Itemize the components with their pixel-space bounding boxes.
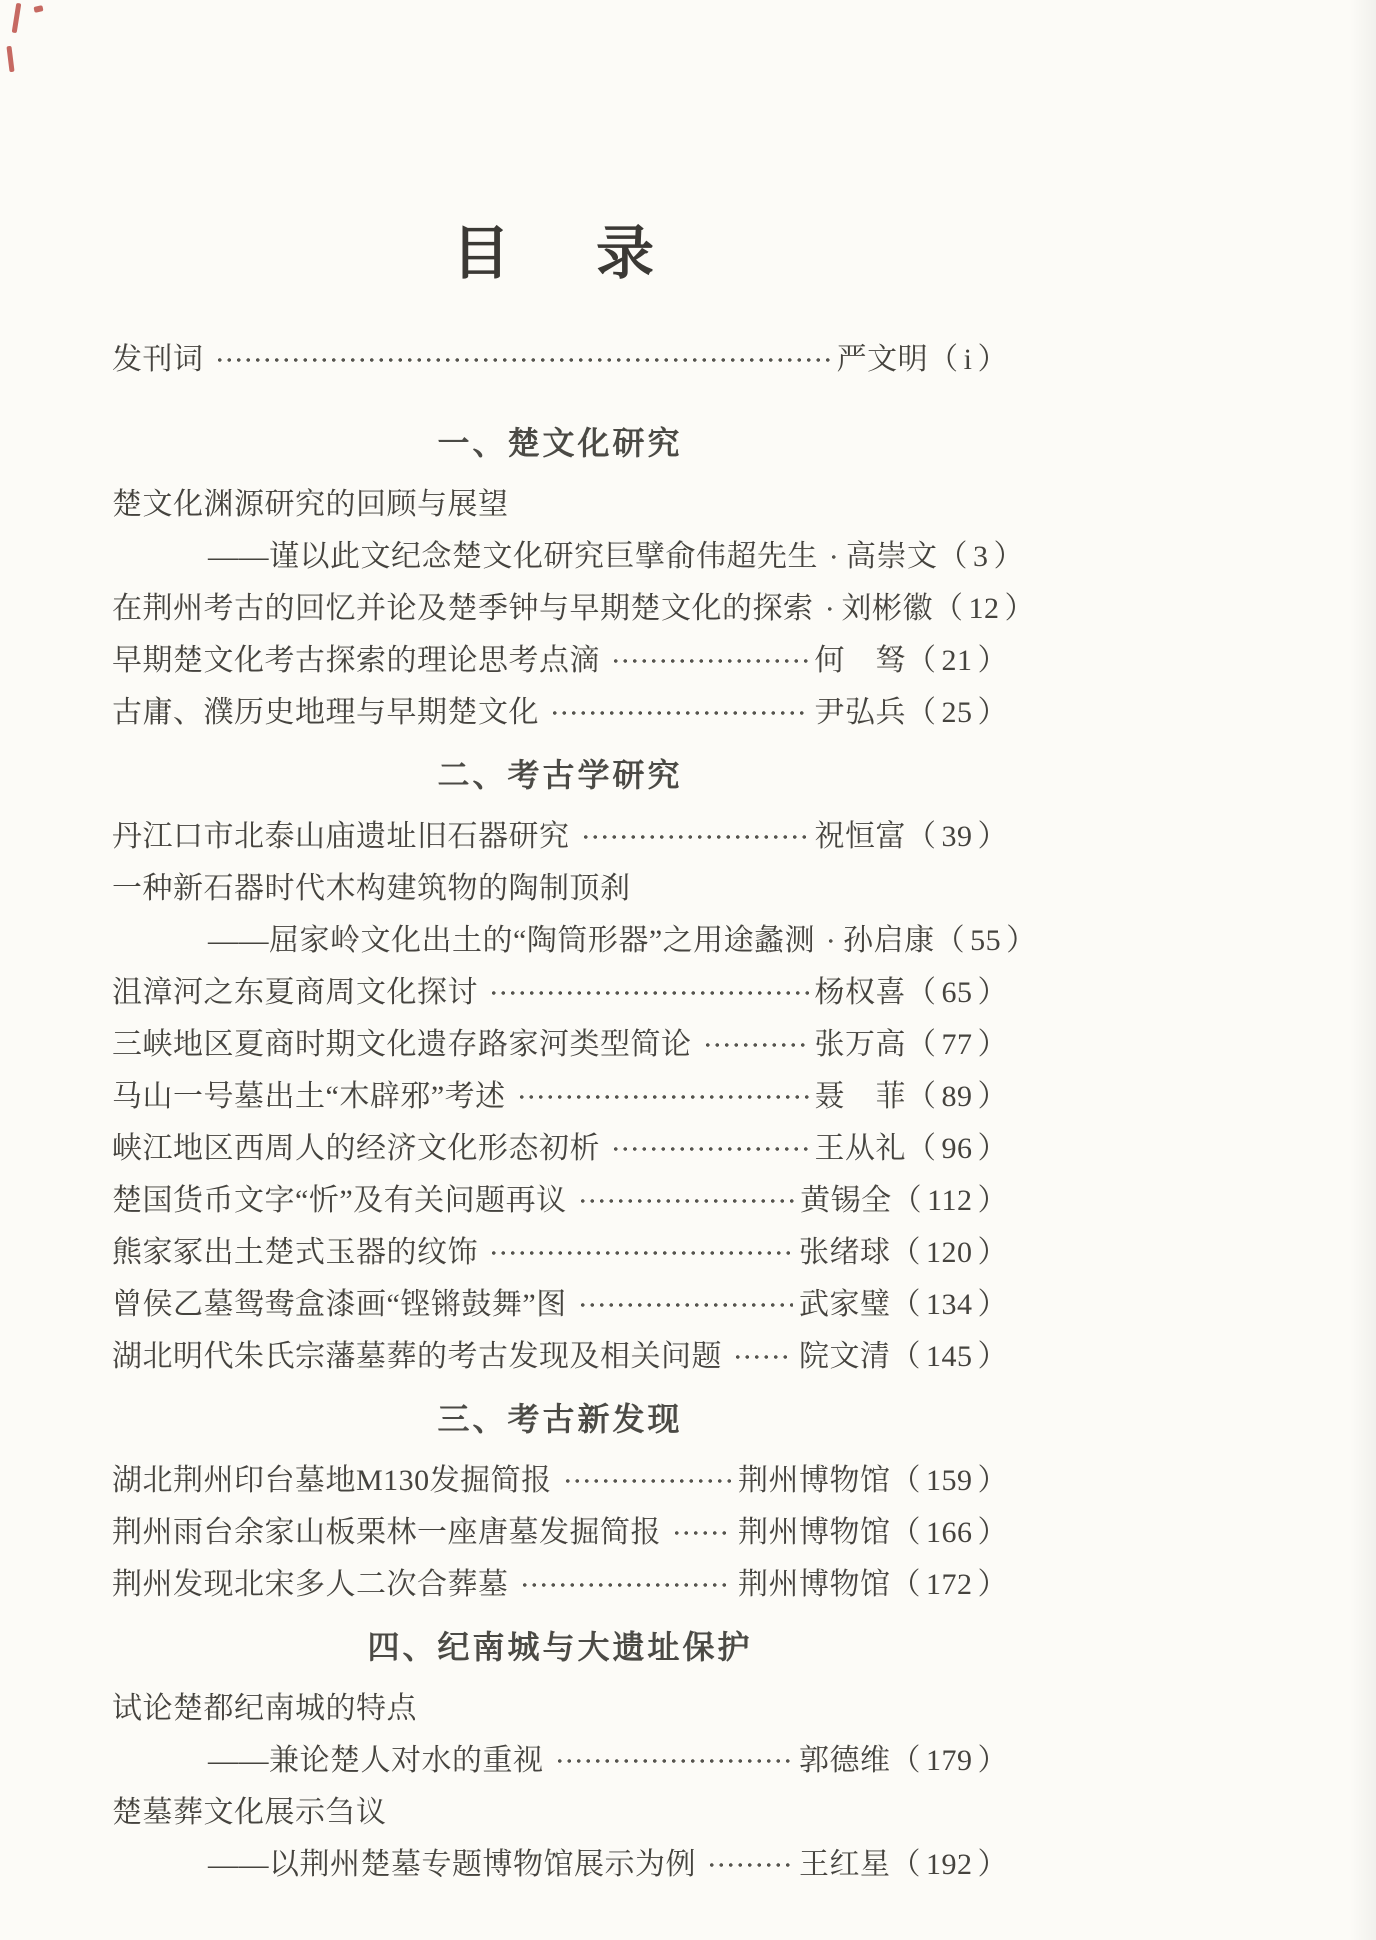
toc-entry [112, 863, 1037, 967]
entry-ref [799, 1279, 1008, 1331]
paren-open: （ [906, 1028, 937, 1061]
entry-page: 120 [926, 1236, 973, 1269]
entry-page: 77 [941, 1028, 973, 1061]
section-heading-4: 四、纪南城与大遗址保护 [367, 1629, 753, 1665]
paren-close: ） [977, 343, 1008, 376]
entry-title: 古庸、濮历史地理与早期楚文化 [112, 696, 539, 729]
entry-page: 179 [926, 1744, 973, 1777]
dot-leader [730, 1331, 793, 1383]
entry-subtitle: ——兼论楚人对水的重视 [208, 1744, 544, 1777]
paren-close: ） [977, 696, 1008, 729]
paren-close: ） [977, 1080, 1008, 1113]
entry-author: 张绪球 [799, 1236, 891, 1269]
entry-ref [815, 1019, 1009, 1071]
red-scan-mark [6, 46, 14, 72]
paren-close: ） [977, 1340, 1008, 1373]
paren-open: （ [934, 924, 966, 957]
entry-author: 荆州博物馆 [738, 1464, 891, 1497]
entry-author: 刘彬徽 [841, 592, 933, 625]
toc-entry [112, 1787, 1008, 1891]
paren-open: （ [906, 976, 937, 1009]
entry-ref [738, 1507, 1008, 1559]
toc-page [112, 0, 1037, 1940]
paren-open: （ [906, 820, 937, 853]
dot-leader [822, 583, 836, 635]
entry-page: 25 [941, 696, 973, 729]
paren-close: ） [993, 540, 1024, 573]
entry-title: 曾侯乙墓鸳鸯盒漆画“铿锵鼓舞”图 [112, 1288, 567, 1321]
entry-author: 郭德维 [799, 1744, 891, 1777]
toc-entry-foreword [112, 334, 1008, 386]
paren-open: （ [890, 1236, 921, 1269]
paren-close: ） [977, 644, 1008, 677]
entry-ref [815, 635, 1009, 687]
entry-title: 三峡地区夏商时期文化遗存路家河类型简论 [112, 1028, 692, 1061]
paren-close: ） [1004, 592, 1035, 625]
entry-page: 166 [926, 1516, 973, 1549]
entry-author: 何 驽 [814, 644, 906, 677]
dot-leader [514, 1071, 809, 1123]
entry-page: 65 [941, 976, 973, 1009]
paren-open: （ [890, 1288, 921, 1321]
paren-close: ） [977, 1516, 1008, 1549]
toc-entry [112, 479, 1024, 583]
entry-author: 王从礼 [814, 1132, 906, 1165]
dot-leader [669, 1507, 732, 1559]
paren-close: ） [977, 1744, 1008, 1777]
entry-author: 张万高 [814, 1028, 906, 1061]
entry-title: 湖北荆州印台墓地M130发掘简报 [112, 1464, 552, 1497]
paren-open: （ [906, 1080, 937, 1113]
paren-close: ） [977, 1184, 1008, 1217]
entry-ref [842, 583, 1036, 635]
paren-open: （ [928, 343, 959, 376]
paren-open: （ [890, 1848, 921, 1881]
toc-entry [112, 1227, 1008, 1279]
entry-ref [799, 1839, 1008, 1891]
paren-close: ） [977, 1132, 1008, 1165]
toc-entry [112, 1559, 1008, 1611]
dot-leader [575, 1279, 793, 1331]
entry-title: 发刊词 [112, 343, 204, 376]
entry-title: 一种新石器时代木构建筑物的陶制顶刹 [112, 872, 631, 905]
entry-title: 湖北明代朱氏宗藩墓葬的考古发现及相关问题 [112, 1340, 722, 1373]
entry-author: 荆州博物馆 [738, 1568, 891, 1601]
dot-leader [212, 334, 831, 386]
paren-open: （ [937, 540, 968, 573]
dot-leader [560, 1455, 732, 1507]
paren-close: ） [977, 1848, 1008, 1881]
entry-ref [800, 1175, 1008, 1227]
entry-author: 荆州博物馆 [738, 1516, 891, 1549]
entry-title: 熊家冢出土楚式玉器的纹饰 [112, 1236, 478, 1269]
paren-open: （ [890, 1340, 921, 1373]
entry-page: 12 [968, 592, 1000, 625]
entry-title: 荆州雨台余家山板栗林一座唐墓发掘简报 [112, 1516, 661, 1549]
entry-title: 楚墓葬文化展示刍议 [112, 1796, 387, 1829]
entry-author: 聂 菲 [814, 1080, 906, 1113]
paren-open: （ [933, 592, 964, 625]
entry-ref [815, 811, 1009, 863]
entry-ref [815, 967, 1009, 1019]
toc-entry [112, 811, 1008, 863]
dot-leader [552, 1735, 794, 1787]
paren-open: （ [890, 1464, 921, 1497]
entry-page: 3 [973, 540, 989, 573]
toc-entry [112, 1071, 1008, 1123]
entry-page: 21 [941, 644, 973, 677]
toc-entry [112, 1683, 1008, 1787]
entry-ref [799, 1227, 1008, 1279]
entry-page: 89 [941, 1080, 973, 1113]
entry-ref [738, 1559, 1008, 1611]
toc-entry [112, 583, 1035, 635]
entry-author: 高崇文 [846, 540, 938, 573]
entry-line [112, 1787, 1008, 1839]
entry-title: 荆州发现北宋多人二次合葬墓 [112, 1568, 509, 1601]
toc-entry [112, 687, 1008, 739]
entry-page: 159 [926, 1464, 973, 1497]
section-heading-2: 二、考古学研究 [437, 757, 683, 793]
entry-subtitle: ——屈家岭文化出土的“陶筒形器”之用途蠡测 [208, 924, 816, 957]
entry-ref [799, 1735, 1008, 1787]
entry-title: 早期楚文化考古探索的理论思考点滴 [112, 644, 600, 677]
entry-title: 试论楚都纪南城的特点 [112, 1692, 417, 1725]
entry-ref [738, 1455, 1008, 1507]
entry-author: 武家璧 [799, 1288, 891, 1321]
paren-close: ） [977, 976, 1008, 1009]
toc-entry [112, 1123, 1008, 1175]
paren-close: ） [977, 1028, 1008, 1061]
entry-author: 孙启康 [843, 924, 935, 957]
entry-ref [837, 334, 1008, 386]
entry-page: 39 [941, 820, 973, 853]
dot-leader [704, 1839, 793, 1891]
dot-leader [700, 1019, 809, 1071]
entry-line [112, 479, 1008, 531]
paren-close: ） [977, 1568, 1008, 1601]
dot-leader [823, 915, 837, 967]
paren-close: ） [977, 1288, 1008, 1321]
toc-entry [112, 1279, 1008, 1331]
entry-line [112, 1683, 1008, 1735]
dot-leader [517, 1559, 733, 1611]
entry-page: 134 [926, 1288, 973, 1321]
toc-entry [112, 1507, 1008, 1559]
red-scan-mark [12, 3, 22, 33]
entry-line [112, 863, 1008, 915]
paren-open: （ [906, 696, 937, 729]
entry-author: 祝恒富 [814, 820, 906, 853]
dot-leader [547, 687, 809, 739]
toc-entry [112, 1175, 1008, 1227]
paren-open: （ [890, 1568, 921, 1601]
dot-leader [608, 635, 809, 687]
entry-title: 沮漳河之东夏商周文化探讨 [112, 976, 478, 1009]
entry-title: 峡江地区西周人的经济文化形态初析 [112, 1132, 600, 1165]
paren-open: （ [890, 1744, 921, 1777]
entry-line [112, 1735, 1008, 1787]
entry-author: 严文明 [836, 343, 929, 376]
toc-entry [112, 635, 1008, 687]
entry-line [112, 915, 1037, 967]
paren-close: ） [977, 1464, 1008, 1497]
entry-author: 院文清 [799, 1340, 891, 1373]
entry-page: 145 [926, 1340, 973, 1373]
entry-author: 杨权喜 [814, 976, 906, 1009]
entry-line [112, 1839, 1008, 1891]
entry-title: 马山一号墓出土“木辟邪”考述 [112, 1080, 506, 1113]
entry-ref [815, 1071, 1009, 1123]
dot-leader [578, 811, 809, 863]
paren-open: （ [890, 1516, 921, 1549]
entry-page: 192 [926, 1848, 973, 1881]
entry-line [112, 531, 1024, 583]
paren-open: （ [891, 1184, 923, 1217]
entry-ref [843, 915, 1037, 967]
page-title: 目 录 [451, 221, 668, 286]
entry-ref [815, 1123, 1009, 1175]
entry-page: 96 [941, 1132, 973, 1165]
section-heading-1: 一、楚文化研究 [437, 425, 683, 461]
red-scan-mark [33, 5, 43, 13]
toc-entry [112, 1331, 1008, 1383]
entry-title: 楚国货币文字“忻”及有关问题再议 [112, 1184, 567, 1217]
paren-close: ） [977, 1236, 1008, 1269]
entry-page: i [963, 343, 973, 376]
entry-ref [815, 687, 1009, 739]
dot-leader [575, 1175, 794, 1227]
dot-leader [826, 531, 840, 583]
paren-close: ） [977, 820, 1008, 853]
entry-ref [799, 1331, 1008, 1383]
toc-entry [112, 1455, 1008, 1507]
entry-page: 172 [926, 1568, 973, 1601]
dot-leader [608, 1123, 809, 1175]
paren-close: ） [1006, 924, 1037, 957]
entry-subtitle: ——以荆州楚墓专题博物馆展示为例 [208, 1848, 696, 1881]
entry-page: 55 [970, 924, 1002, 957]
dot-leader [486, 967, 809, 1019]
entry-title: 楚文化渊源研究的回顾与展望 [112, 488, 509, 521]
entry-title: 丹江口市北泰山庙遗址旧石器研究 [112, 820, 570, 853]
paren-open: （ [906, 644, 937, 677]
paren-open: （ [906, 1132, 937, 1165]
toc-entry [112, 967, 1008, 1019]
section-heading-3: 三、考古新发现 [437, 1401, 683, 1437]
entry-author: 尹弘兵 [814, 696, 906, 729]
dot-leader [486, 1227, 793, 1279]
entry-ref [846, 531, 1024, 583]
entry-page: 112 [927, 1184, 973, 1217]
entry-author: 黄锡全 [800, 1184, 892, 1217]
entry-subtitle: ——谨以此文纪念楚文化研究巨擘俞伟超先生 [208, 540, 818, 573]
entry-author: 王红星 [799, 1848, 891, 1881]
toc-entry [112, 1019, 1008, 1071]
entry-title: 在荆州考古的回忆并论及楚季钟与早期楚文化的探索 [112, 592, 814, 625]
